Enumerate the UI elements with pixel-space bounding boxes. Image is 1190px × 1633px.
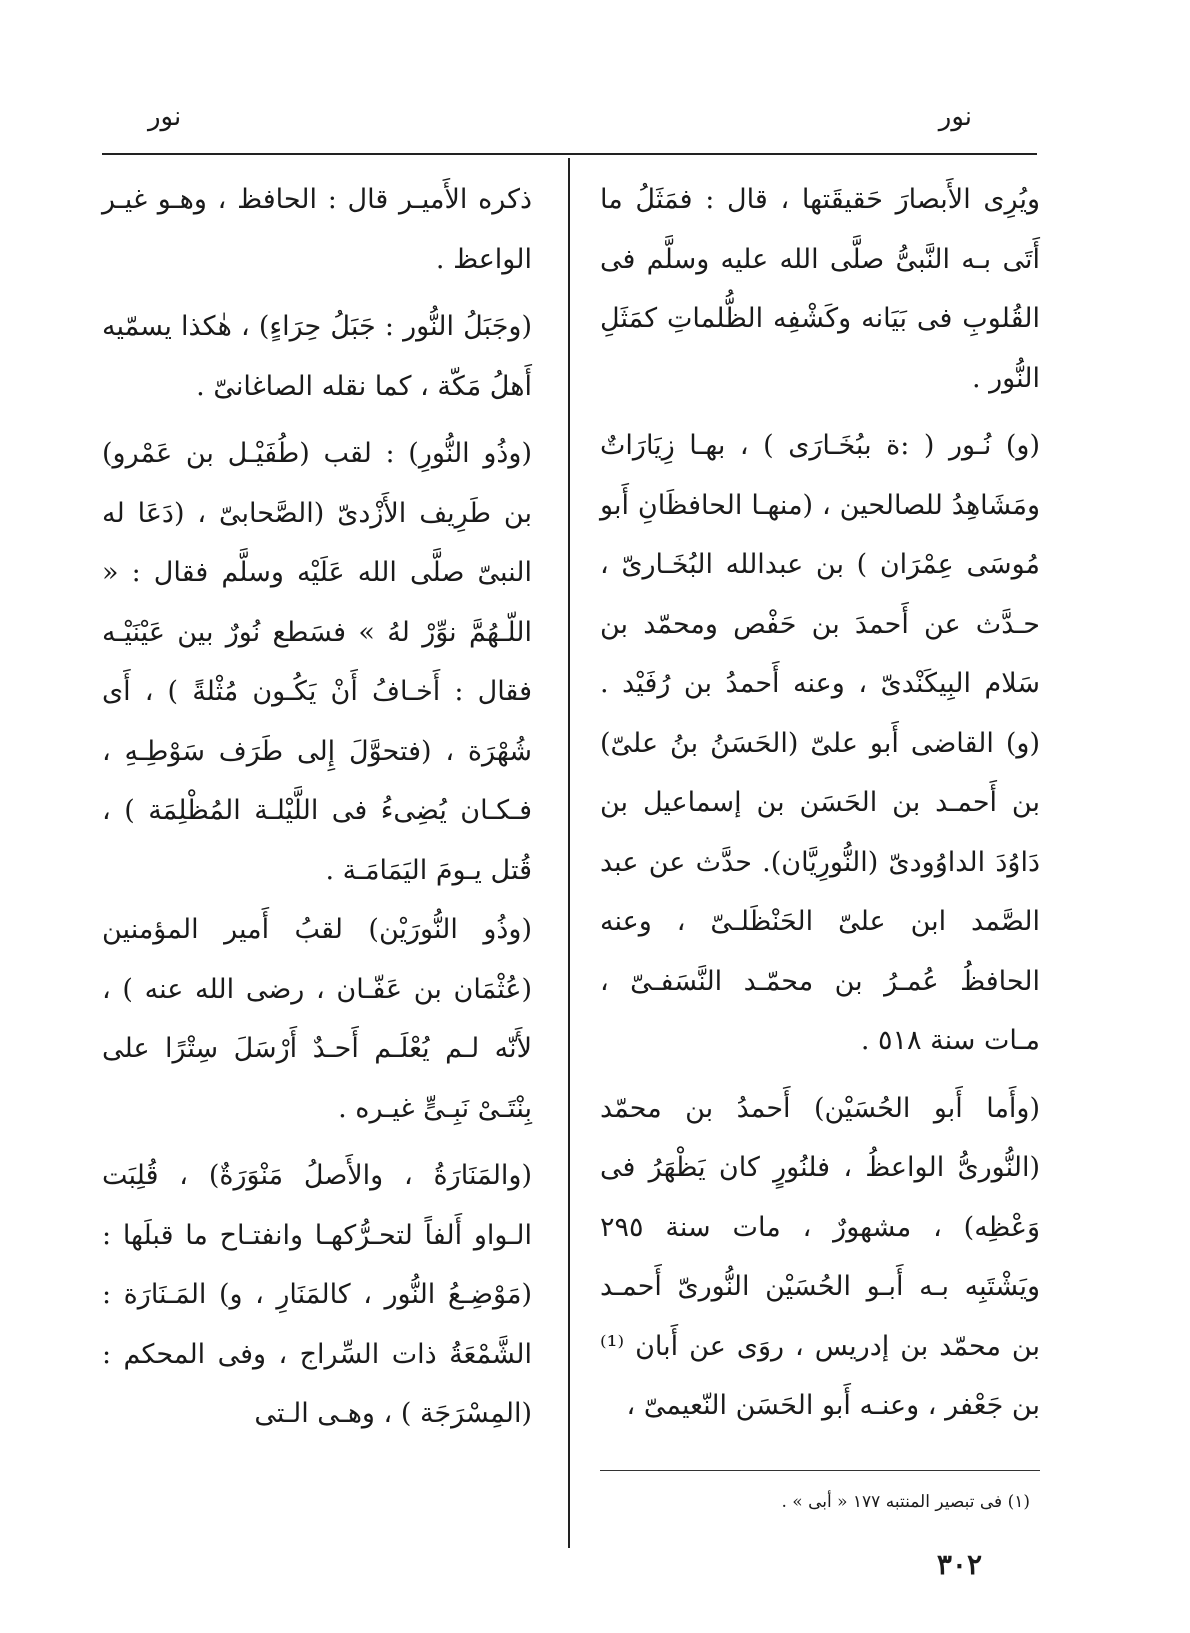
paragraph: (وذُو النُّورَيْن) لقبُ أَمير المؤمنين (عُثْمَان بن عَفّـان ، رضى الله عنه ) ، لأَنّه لـم يُعْلَـم أَحـدٌ أَرْسَلَ سِتْرًا على بِنْتَـىْ نَبِـىٍّ غيـره . <box>102 914 532 1124</box>
column-divider <box>568 158 570 1548</box>
running-header-left: نور <box>148 102 182 132</box>
right-column <box>600 170 1040 1436</box>
paragraph: ذكره الأَميـر قال : الحافظ ، وهـو غيـر الواعظ . <box>102 184 532 275</box>
paragraph: (والمَنَارَةُ ، والأَصلُ مَنْوَرَةٌ) ، قُلِبَت الـواو أَلفاً لتحـرُّكهـا وانفتـاح ما قبلَها : (مَوْضِـعُ النُّور ، كالمَنَارِ ، و) المَـنَارَة : الشَّمْعَةُ ذات السِّراج ، وفى المحكم : (المِسْرَجَة ) ، وهـى الـتى <box>102 1160 532 1429</box>
paragraph: (و) نُـور ( :ة ببُخَـارَى ) ، بهـا زِيَارَاتٌ ومَشَاهِدُ للصالحين ، (منهـا الحافظَانِ أَبو مُوسَى عِمْرَان ) بن عبدالله البُخَـارىّ ، حـدَّث عن أَحمدَ بن حَفْص ومحمّد بن سَلام البِيكَنْدىّ ، وعنه أَحمدُ بن رُفَيْد . (و) القاضى أَبو علىّ (الحَسَنُ بنُ علىّ) بن أَحمـد بن الحَسَن بن إسماعيل بن دَاوُدَ الداوُودىّ (النُّورِيَّان). حدَّث عن عبد الصَّمد ابن علىّ الحَنْظَلـىّ ، وعنه الحافظُ عُمـرُ بن محمّـد النَّسَفـىّ ، مـات سنة ٥١٨ . <box>600 430 1040 1056</box>
page-number: ٣٠٢ <box>936 1548 982 1581</box>
paragraph: ويُرِى الأَبصارَ حَقيقَتها ، قال : فمَثَلُ ما أَتَى بـه النَّبىُّ صلَّى الله عليه وسلَّم فى القُلوبِ فى بَيَانه وكَشْفِه الظُّلماتِ كمَثَلِ النُّور . <box>600 184 1040 394</box>
header-rule <box>102 153 1037 155</box>
footnote: (١) فى تبصير المنتبه ١٧٧ « أبى » . <box>781 1492 1030 1512</box>
running-header-right: نور <box>938 102 972 132</box>
paragraph: (وذُو النُّورِ) : لقب (طُفَيْـل بن عَمْرو) بن طَرِيف الأَزْدىّ (الصَّحابىّ ، (دَعَا له النبىّ صلَّى الله عَلَيْه وسلَّم فقال : « اللّـهُمَّ نوِّرْ لهُ » فسَطع نُورٌ بين عَيْنَيْـه فقال : أَخـافُ أَنْ يَكُـون مُثْلةً ) ، أَى شُهْرَة ، (فتحوَّلَ إِلى طَرَف سَوْطِـهِ ، فـكـان يُضِىءُ فى اللَّيْلـة المُظْلِمَة ) ، قُتل يـومَ اليَمَامَـة . <box>102 438 532 886</box>
left-column <box>102 170 532 1444</box>
paragraph: (وأَما أَبو الحُسَيْن) أَحمدُ بن محمّد (النُّورىُّ الواعظُ ، فلنُورٍ كان يَظْهَرُ فى وَعْظِه) ، مشهورٌ ، مات سنة ٢٩٥ ويَشْتَبِه بـه أَبـو الحُسَيْن النُّورىّ أَحمـد بن محمّد بن إدريس ، روَى عن أَبان ⁽¹⁾ بن جَعْفر ، وعنـه أَبو الحَسَن النّعيمىّ ، <box>600 1092 1040 1421</box>
footnote-rule <box>600 1470 1040 1471</box>
paragraph: (وجَبَلُ النُّور : جَبَلُ حِرَاءٍ) ، هٰكذا يسمّيه أَهلُ مَكّة ، كما نقله الصاغانىّ . <box>102 311 532 402</box>
